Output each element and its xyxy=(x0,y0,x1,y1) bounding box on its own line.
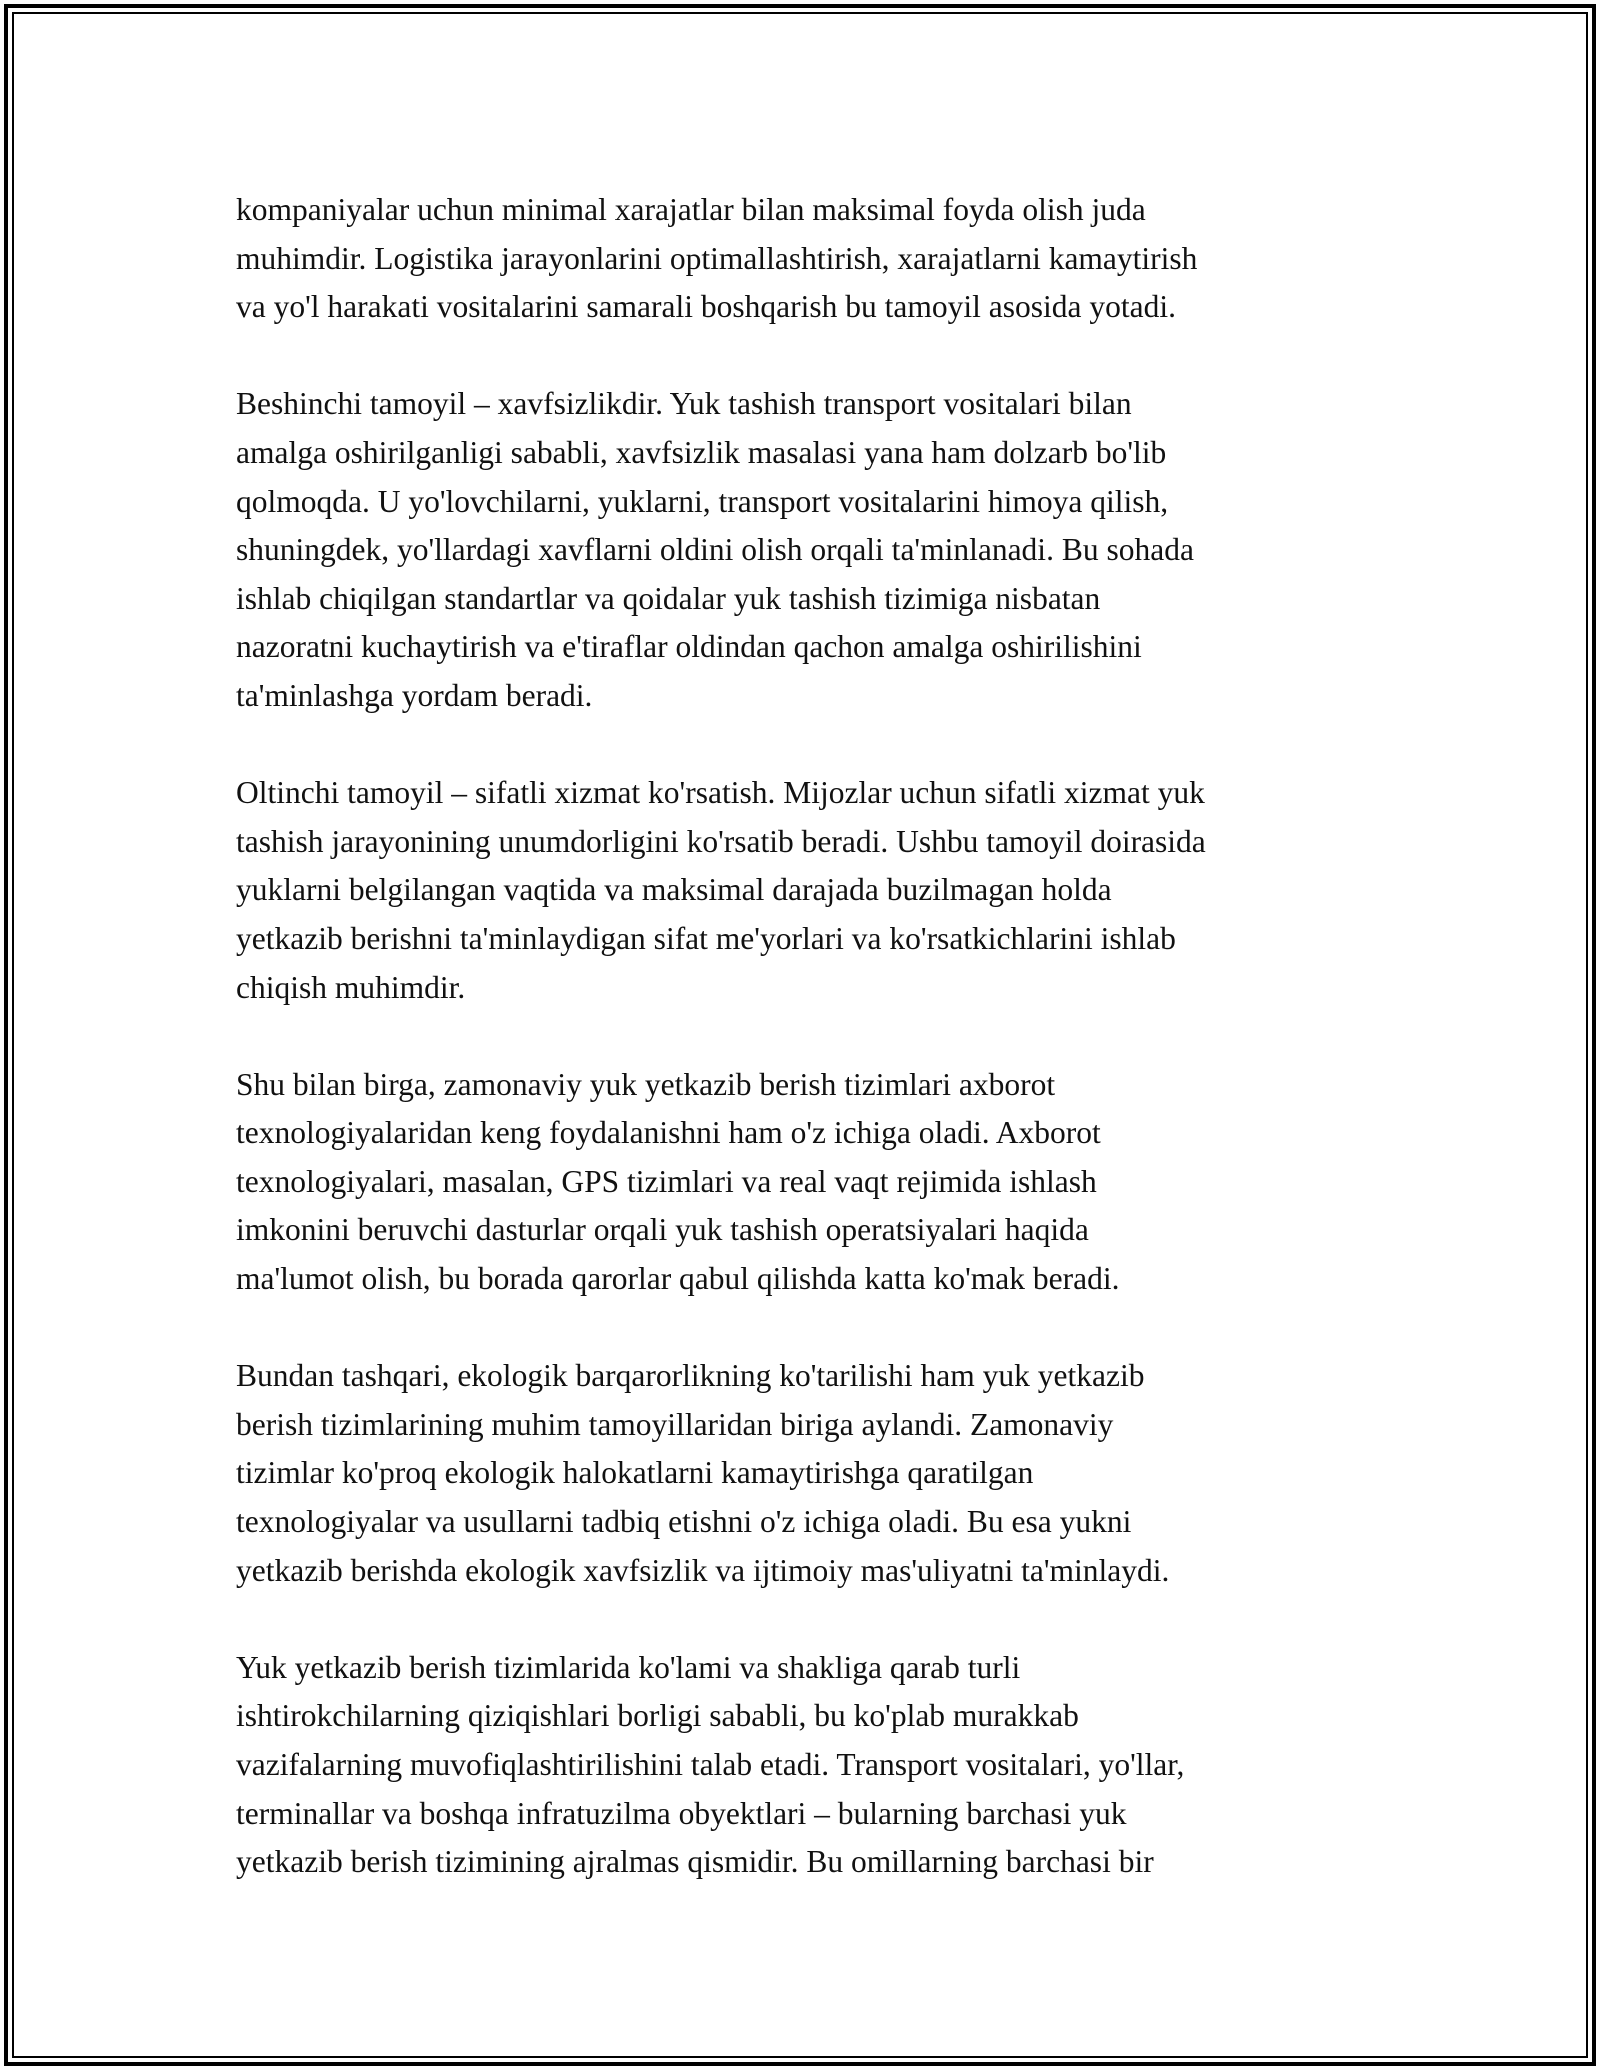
text-line: chiqish muhimdir. xyxy=(236,969,466,1005)
paragraph xyxy=(236,186,1376,332)
paragraph xyxy=(236,1352,1376,1595)
text-line: shuningdek, yo'llardagi xavflarni oldini olish orqali ta'minlanadi. Bu sohada xyxy=(236,532,1194,568)
text-line: Bundan tashqari, ekologik barqarorlikning ko'tarilishi ham yuk yetkazib xyxy=(236,1358,1145,1394)
text-line: ma'lumot olish, bu borada qarorlar qabul qilishda katta ko'mak beradi. xyxy=(236,1261,1120,1297)
text-line: kompaniyalar uchun minimal xarajatlar bilan maksimal foyda olish juda xyxy=(236,192,1146,227)
paragraph xyxy=(236,380,1376,720)
text-line: vazifalarning muvofiqlashtirilishini talab etadi. Transport vositalari, yo'llar, xyxy=(236,1747,1185,1782)
text-line: Beshinchi tamoyil – xavfsizlikdir. Yuk tashish transport vositalari bilan xyxy=(236,386,1132,422)
text-line: muhimdir. Logistika jarayonlarini optimallashtirish, xarajatlarni kamaytirish xyxy=(236,240,1198,276)
paragraph xyxy=(236,1644,1376,1887)
text-line: imkonini beruvchi dasturlar orqali yuk tashish operatsiyalari haqida xyxy=(236,1212,1089,1248)
text-line: va yo'l harakati vositalarini samarali boshqarish bu tamoyil asosida yotadi. xyxy=(236,289,1176,325)
text-line: Yuk yetkazib berish tizimlarida ko'lami va shakliga qarab turli xyxy=(236,1649,1021,1685)
text-line: ishtirokchilarning qiziqishlari borligi sababli, bu ko'plab murakkab xyxy=(236,1698,1079,1734)
text-line: yetkazib berishni ta'minlaydigan sifat me'yorlari va ko'rsatkichlarini ishlab xyxy=(236,920,1176,956)
paragraph xyxy=(236,769,1376,1012)
text-line: Oltinchi tamoyil – sifatli xizmat ko'rsatish. Mijozlar uchun sifatli xizmat yuk xyxy=(236,775,1205,811)
text-line: amalga oshirilganligi sababli, xavfsizlik masalasi yana ham dolzarb bo'lib xyxy=(236,434,1167,470)
text-line: ishlab chiqilgan standartlar va qoidalar yuk tashish tizimiga nisbatan xyxy=(236,580,1101,616)
text-line: yetkazib berishda ekologik xavfsizlik va ijtimoiy mas'uliyatni ta'minlaydi. xyxy=(236,1552,1170,1588)
text-line: texnologiyalaridan keng foydalanishni ham o'z ichiga oladi. Axborot xyxy=(236,1115,1101,1151)
text-line: qolmoqda. U yo'lovchilarni, yuklarni, transport vositalarini himoya qilish, xyxy=(236,483,1169,519)
document-body xyxy=(236,186,1376,1935)
text-line: yuklarni belgilangan vaqtida va maksimal darajada buzilmagan holda xyxy=(236,872,1112,908)
text-line: tizimlar ko'proq ekologik halokatlarni kamaytirishga qaratilgan xyxy=(236,1455,1034,1491)
text-line: tashish jarayonining unumdorligini ko'rsatib beradi. Ushbu tamoyil doirasida xyxy=(236,823,1206,859)
text-line: texnologiyalari, masalan, GPS tizimlari va real vaqt rejimida ishlash xyxy=(236,1163,1097,1199)
text-line: texnologiyalar va usullarni tadbiq etishni o'z ichiga oladi. Bu esa yukni xyxy=(236,1504,1132,1540)
text-line: yetkazib berish tizimining ajralmas qismidir. Bu omillarning barchasi bir xyxy=(236,1844,1154,1880)
text-line: berish tizimlarining muhim tamoyillaridan biriga aylandi. Zamonaviy xyxy=(236,1406,1114,1442)
text-line: ta'minlashga yordam beradi. xyxy=(236,677,593,713)
paragraph xyxy=(236,1061,1376,1304)
text-line: terminallar va boshqa infratuzilma obyektlari – bularning barchasi yuk xyxy=(236,1795,1127,1831)
text-line: nazoratni kuchaytirish va e'tiraflar oldindan qachon amalga oshirilishini xyxy=(236,629,1142,665)
text-line: Shu bilan birga, zamonaviy yuk yetkazib berish tizimlari axborot xyxy=(236,1066,1056,1102)
